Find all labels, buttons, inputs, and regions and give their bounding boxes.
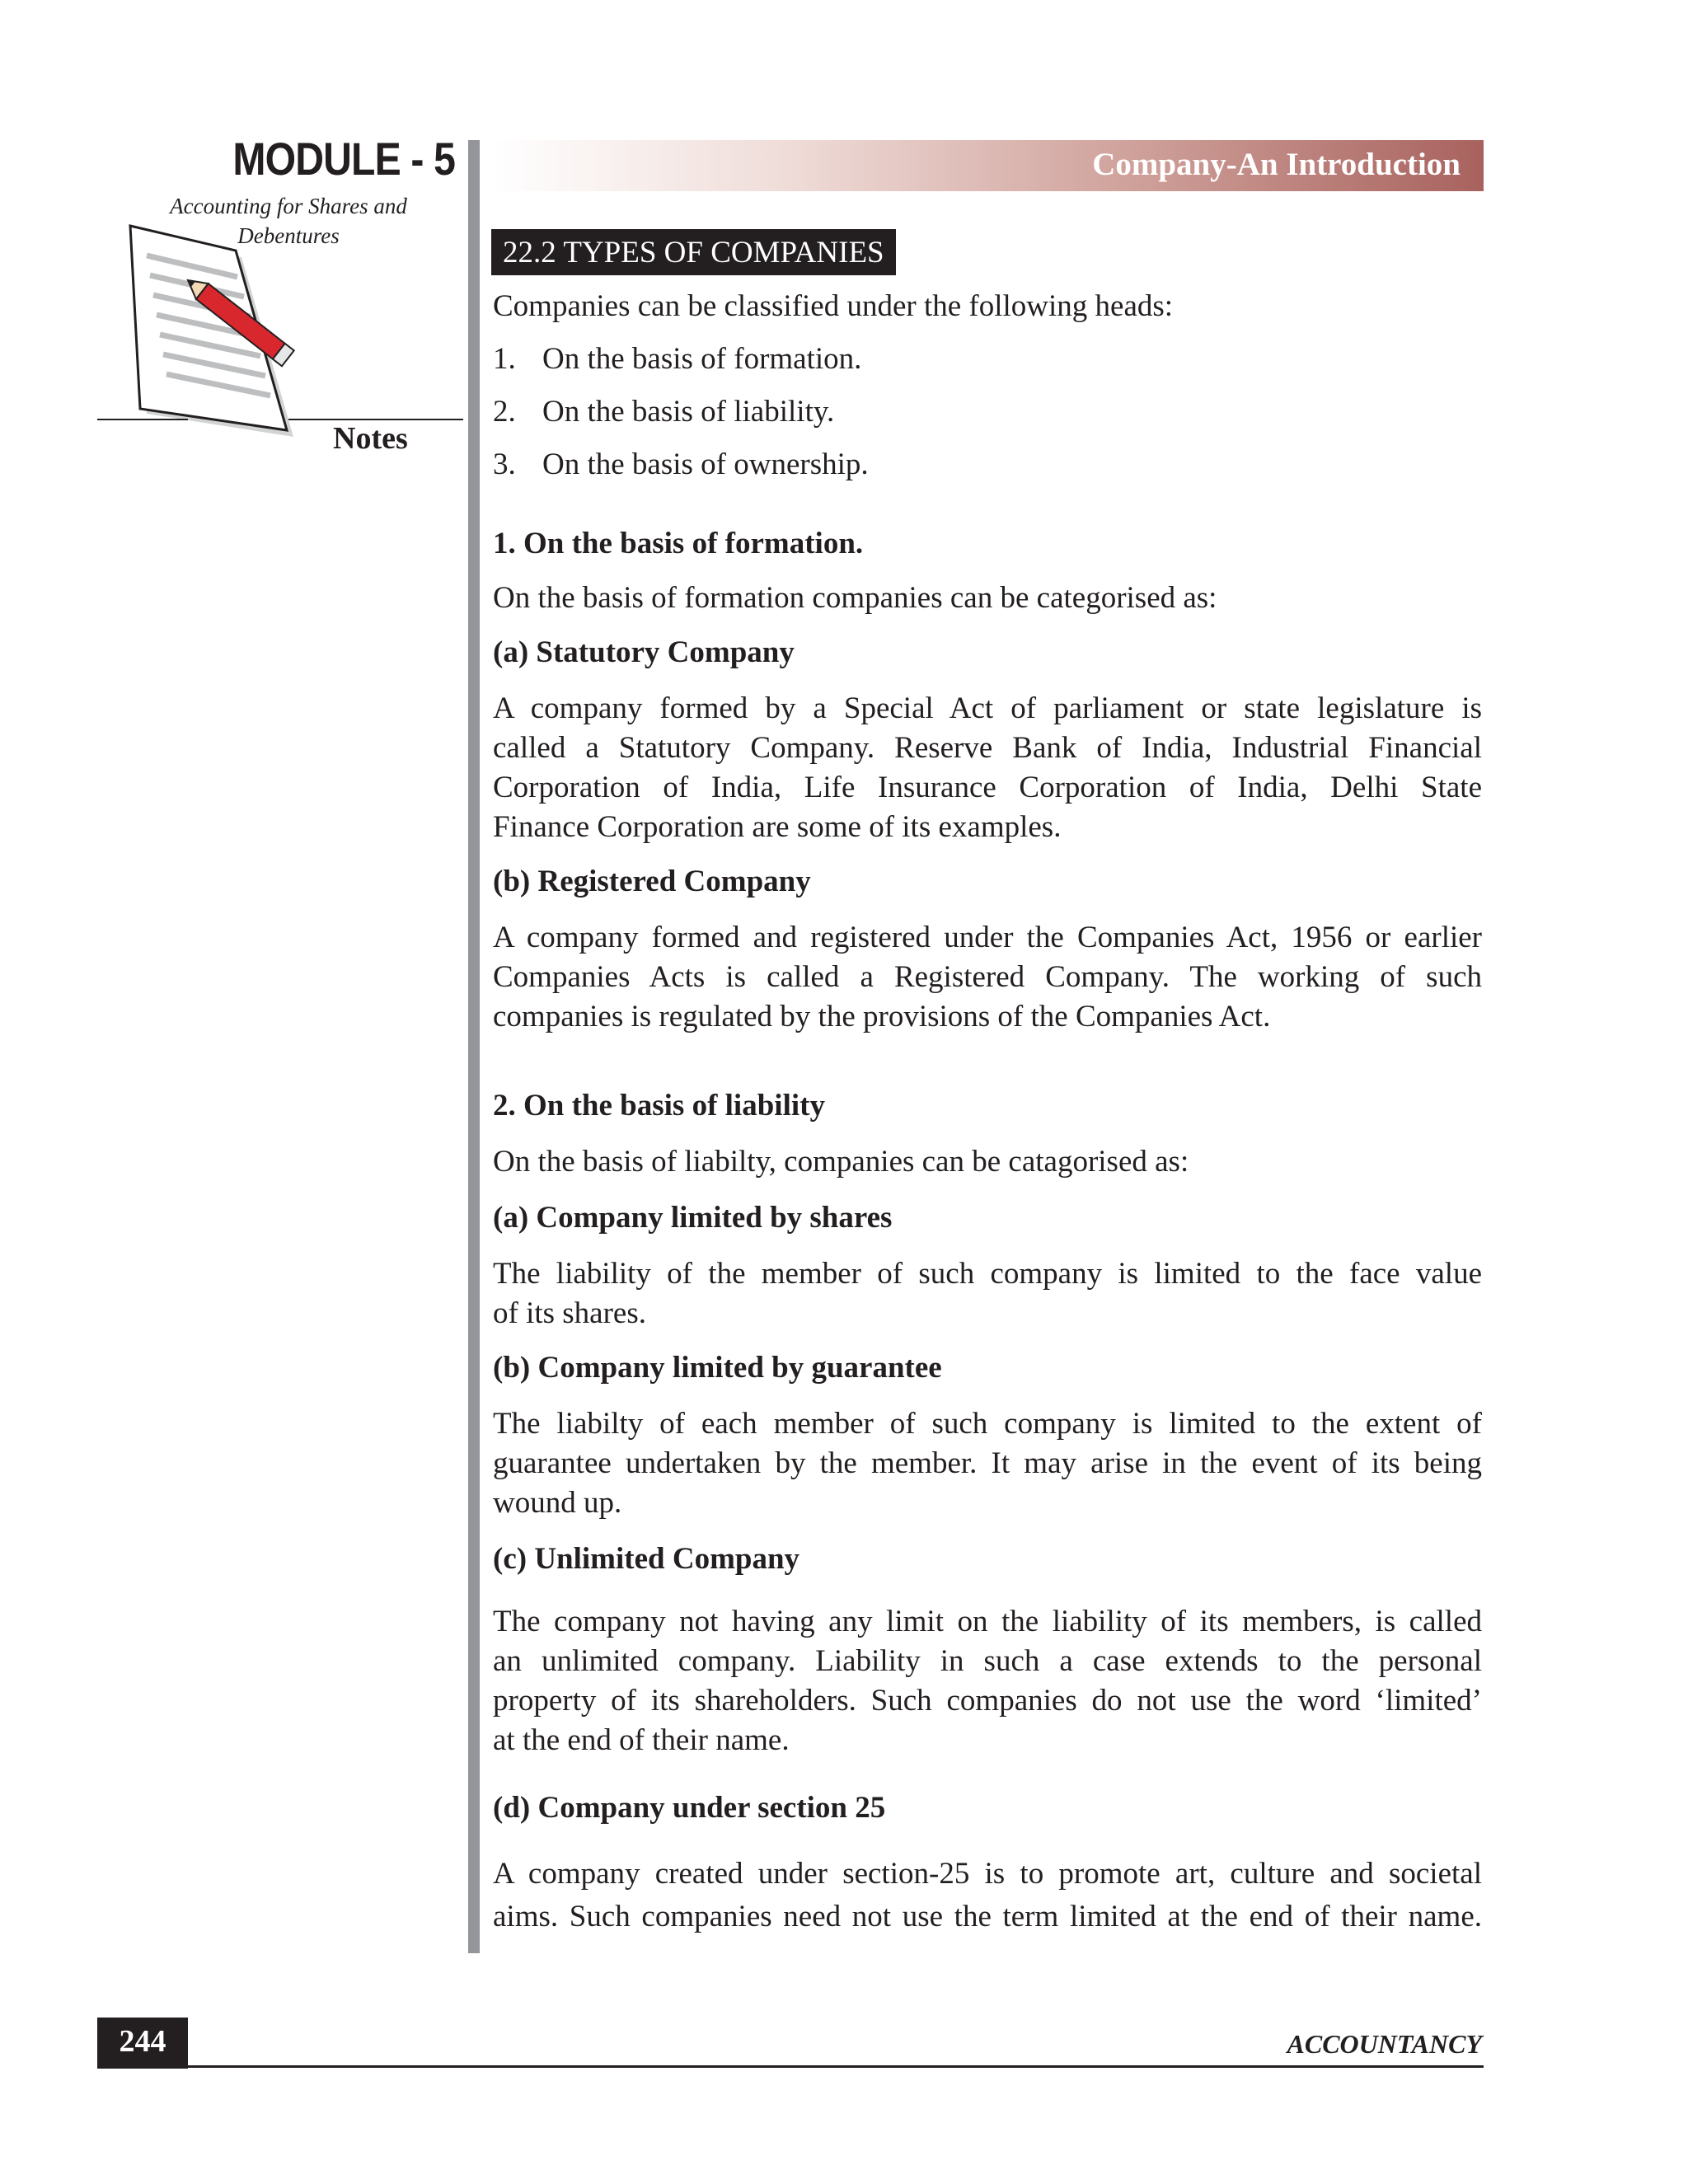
subsection-heading: 1. On the basis of formation. xyxy=(493,527,864,560)
text-line: at the end of their name. xyxy=(493,1723,790,1757)
text-line: guarantee undertaken by the member. It may arise in the event of its being xyxy=(493,1446,1482,1480)
text-line: The liability of the member of such company is limited to the face value xyxy=(493,1257,1482,1291)
list-item xyxy=(493,392,1482,432)
text-line: A company formed by a Special Act of parliament or state legislature is xyxy=(493,691,1482,725)
section-intro: Companies can be classified under the following heads: xyxy=(493,289,1174,323)
list-item-text: On the basis of liability. xyxy=(542,395,835,429)
footer-rule xyxy=(97,2065,1484,2068)
text-line: property of its shareholders. Such companies do not use the word ‘limited’ xyxy=(493,1684,1482,1718)
footer-book-title: ACCOUNTANCY xyxy=(1287,2029,1482,2059)
text-line: The liabilty of each member of such company is limited to the extent of xyxy=(493,1407,1482,1441)
list-item xyxy=(493,340,1482,379)
text-line: companies is regulated by the provisions of the Companies Act. xyxy=(493,1000,1271,1033)
text-line: The company not having any limit on the liability of its members, is called xyxy=(493,1605,1482,1638)
list-item xyxy=(493,445,1482,485)
text-line: called a Statutory Company. Reserve Bank of India, Industrial Financial xyxy=(493,731,1482,765)
paragraph: On the basis of formation companies can be categorised as: xyxy=(493,581,1217,615)
paragraph-unlimited xyxy=(493,1602,1482,1760)
subheading: (c) Unlimited Company xyxy=(493,1542,800,1576)
text-line: Corporation of India, Life Insurance Corporation of India, Delhi State xyxy=(493,771,1482,804)
text-line: of its shares. xyxy=(493,1296,646,1330)
text-line: aims. Such companies need not use the term limited at the end of their name. xyxy=(493,1900,1482,1933)
paragraph-section25 xyxy=(493,1853,1482,1938)
subsection-heading: 2. On the basis of liability xyxy=(493,1089,825,1122)
module-title: MODULE - 5 xyxy=(232,133,455,185)
subheading: (b) Company limited by guarantee xyxy=(493,1351,942,1385)
module-subtitle-line: Debentures xyxy=(237,223,340,248)
subheading: (a) Company limited by shares xyxy=(493,1201,893,1235)
text-line: A company created under section-25 is to promote art, culture and societal xyxy=(493,1857,1482,1891)
paragraph-statutory xyxy=(493,689,1482,847)
subheading: (a) Statutory Company xyxy=(493,635,795,669)
list-item-number: 1. xyxy=(493,342,516,376)
subheading: (d) Company under section 25 xyxy=(493,1791,886,1825)
text-line: wound up. xyxy=(493,1486,622,1520)
text-line: an unlimited company. Liability in such a case extends to the personal xyxy=(493,1644,1482,1678)
paragraph-shares xyxy=(493,1254,1482,1333)
chapter-title: Company-An Introduction xyxy=(1092,147,1461,182)
text-line: Finance Corporation are some of its examples. xyxy=(493,810,1062,844)
notes-rule xyxy=(97,419,188,420)
text-line: A company formed and registered under the Companies Act, 1956 or earlier xyxy=(493,921,1482,954)
paragraph-guarantee xyxy=(493,1404,1482,1523)
margin-divider xyxy=(468,140,480,1953)
paragraph: On the basis of liabilty, companies can be catagorised as: xyxy=(493,1145,1189,1179)
section-heading: 22.2 TYPES OF COMPANIES xyxy=(491,229,896,275)
list-item-number: 3. xyxy=(493,448,516,481)
subheading: (b) Registered Company xyxy=(493,865,811,898)
list-item-text: On the basis of formation. xyxy=(542,342,862,376)
text-line: Companies Acts is called a Registered Company. The working of such xyxy=(493,960,1482,994)
list-item-text: On the basis of ownership. xyxy=(542,448,869,481)
page-number: 244 xyxy=(97,2018,188,2069)
notes-label: Notes xyxy=(333,421,408,456)
list-item-number: 2. xyxy=(493,395,516,429)
module-subtitle-line: Accounting for Shares and xyxy=(170,194,407,218)
paragraph-registered xyxy=(493,918,1482,1037)
